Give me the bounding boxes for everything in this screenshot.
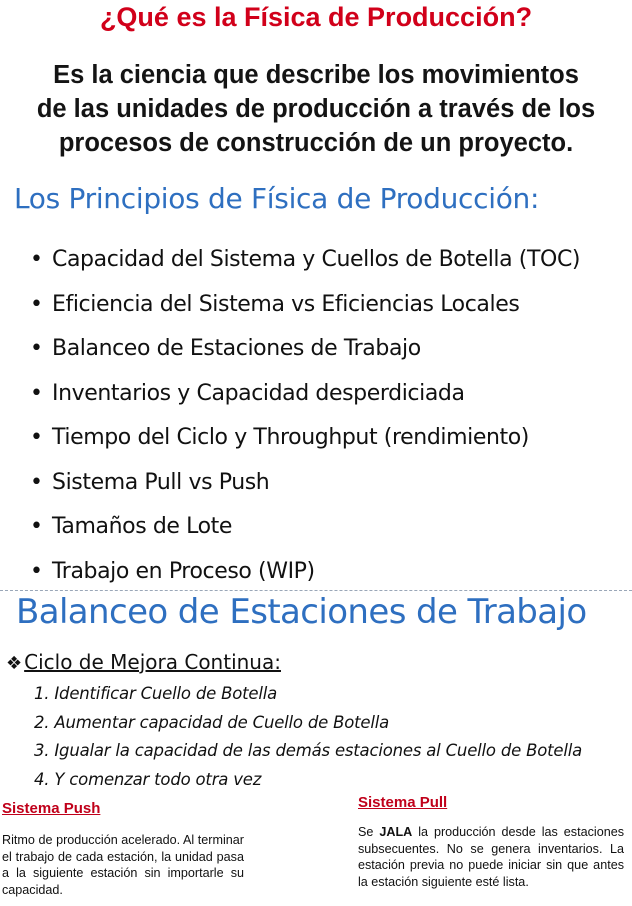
step-item: 3. Igualar la capacidad de las demás estaciones al Cuello de Botella [34, 741, 583, 760]
list-item-label: Trabajo en Proceso (WIP) [52, 558, 315, 584]
ciclo-label: Ciclo de Mejora Continua: [24, 650, 281, 674]
list-item-label: Balanceo de Estaciones de Trabajo [52, 336, 421, 361]
definition-line: procesos de construcción de un proyecto. [58, 129, 574, 157]
list-item-label: Sistema Pull vs Push [52, 469, 270, 495]
bullet-icon: • [30, 469, 43, 495]
pull-text-bold: JALA [379, 825, 413, 839]
list-item-label: Inventarios y Capacidad desperdiciada [52, 380, 465, 406]
push-title: Sistema Push [2, 800, 101, 817]
list-item [30, 461, 580, 506]
pull-text-prefix: Se [358, 825, 380, 839]
list-item-label: Tamaños de Lote [52, 514, 233, 539]
bullet-icon: • [30, 514, 43, 539]
diamond-bullet-icon: ❖ [6, 653, 23, 674]
pull-text [358, 824, 624, 890]
ciclo-steps [34, 680, 582, 794]
section-divider [0, 590, 632, 591]
list-item [30, 505, 580, 550]
bullet-icon: • [30, 380, 43, 406]
list-item-label: Eficiencia del Sistema vs Eficiencias Locales [52, 291, 520, 317]
bullet-icon: • [30, 336, 43, 361]
principles-heading: Los Principios de Física de Producción: [14, 182, 540, 215]
definition-line: Es la ciencia que describe los movimientos [53, 61, 579, 89]
list-item [30, 327, 580, 372]
step-item: 2. Aumentar capacidad de Cuello de Botella [34, 712, 390, 732]
pull-title: Sistema Pull [358, 794, 448, 811]
pull-text-suffix: la producción desde las estaciones subsecuentes. No se genera inventarios. La estación previa no puede iniciar sin que antes la estación siguiente esté lista. [358, 825, 625, 889]
list-item [30, 550, 580, 595]
list-item [30, 283, 580, 328]
definition-line: de las unidades de producción a través de los [36, 95, 596, 123]
list-item-label: Capacidad del Sistema y Cuellos de Botella (TOC) [52, 247, 581, 272]
bullet-icon: • [30, 558, 43, 584]
step-item: 4. Y comenzar todo otra vez [34, 769, 262, 789]
list-item-label: Tiempo del Ciclo y Throughput (rendimiento) [52, 425, 529, 450]
ciclo-heading [6, 650, 281, 674]
bullet-icon: • [30, 247, 43, 272]
push-text: Ritmo de producción acelerado. Al terminar el trabajo de cada estación, la unidad pasa a la siguiente estación sin importarle su capacidad. [2, 833, 244, 897]
bullet-icon: • [30, 425, 43, 450]
step-item: 1. Identificar Cuello de Botella [34, 684, 278, 703]
definition-text [6, 58, 626, 160]
list-item [30, 238, 580, 283]
page-title: ¿Qué es la Física de Producción? [99, 2, 533, 32]
list-item [30, 416, 580, 461]
principles-list [30, 238, 580, 594]
bullet-icon: • [30, 291, 43, 317]
list-item [30, 372, 580, 417]
balanceo-heading: Balanceo de Estaciones de Trabajo [16, 592, 587, 632]
